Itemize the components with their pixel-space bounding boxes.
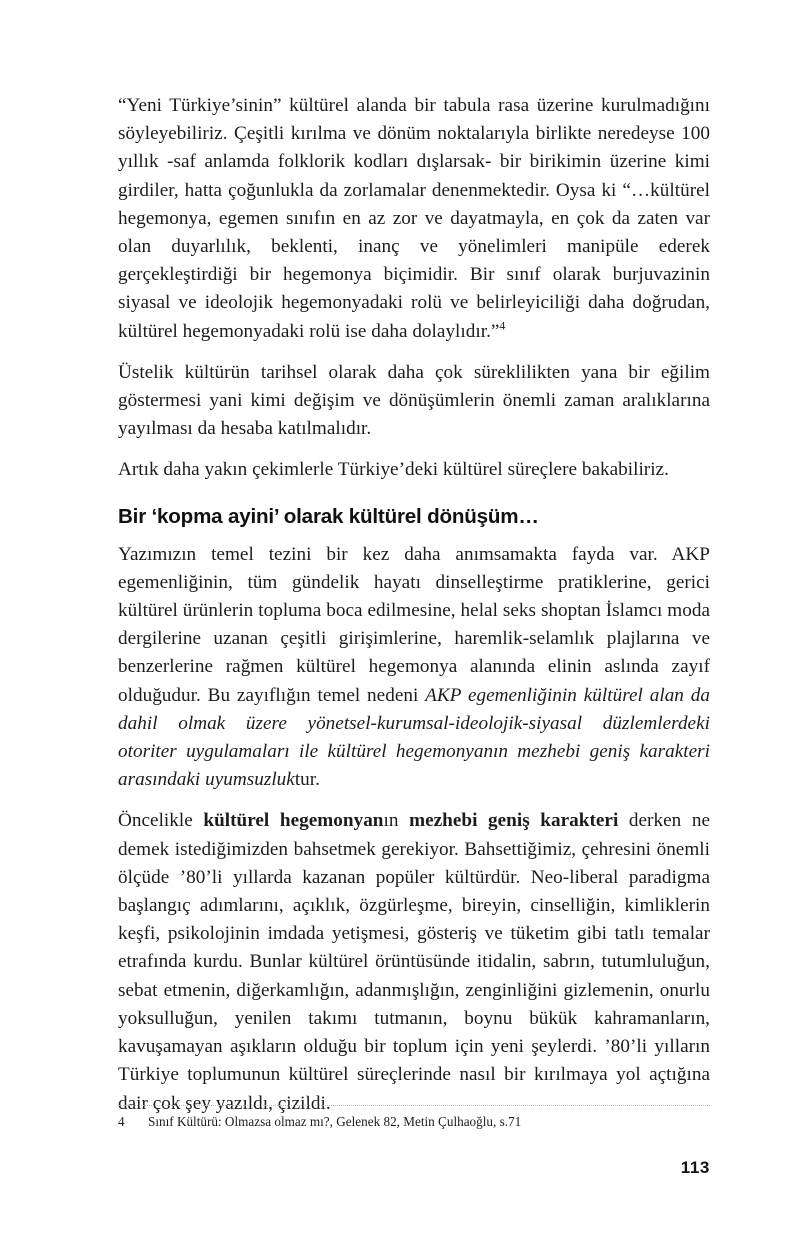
text-run: Üstelik kültürün tarihsel olarak daha çok süreklilikten yana bir eğilim göstermesi yani kimi değişim ve dönüşümlerin önemli zaman aralıklarına yayılması da hesaba katılmalıdır.	[118, 361, 710, 440]
footnote-area	[118, 1105, 710, 1131]
strong-run: kültürel hegemonyan	[203, 810, 384, 832]
paragraph-2	[118, 359, 710, 444]
footnote-separator	[118, 1105, 710, 1106]
emphasis-run: AKP egemenliğinin kültürel alan da dahil olmak üzere yönetsel-kurumsal-ideolojik-siyasal düzlemlerdeki otoriter uygulamaları ile kültürel hegemonyanın mezhebi geniş karakteri arasındaki uyumsuzluk	[118, 684, 710, 791]
paragraph-4	[118, 541, 710, 795]
paragraph-5	[118, 807, 710, 1117]
text-run: Öncelikle	[118, 810, 204, 832]
strong-run: mezhebi geniş karakteri	[409, 810, 619, 832]
text-run: “Yeni Türkiye’sinin” kültürel alanda bir tabula rasa üzerine kurulmadığını söyleyebiliriz. Çeşitli kırılma ve dönüm noktalarıyla birlikte neredeyse 100 yıllık -saf anlamda folklorik kodları dışlarsak- bir birikimin üzerine kimi girdiler, hatta çoğunlukla da zorlamalar denenmektedir. Oysa ki “…kültürel hegemonya, egemen sınıfın en az zor ve dayatmayla, en çok da zaten var olan duyarlılık, beklenti, inanç ve yönelimleri manipüle ederek gerçekleştirdiği bir hegemonya biçimidir. Bir sınıf olarak burjuvazinin siyasal ve ideolojik hegemonyadaki rolü ve belirleyiciliği daha doğrudan, kültürel hegemonyadaki rolü ise daha dolaylıdır.”	[118, 95, 710, 342]
footnote-text: Sınıf Kültürü: Olmazsa olmaz mı?, Gelenek 82, Metin Çulhaoğlu, s.71	[148, 1114, 522, 1129]
footnote-entry	[118, 1113, 710, 1131]
footnote-reference-marker: 4	[499, 318, 506, 333]
text-run: ın	[383, 810, 410, 832]
section-heading: Bir ‘kopma ayini’ olarak kültürel dönüşüm…	[118, 504, 539, 528]
text-run: derken ne demek istediğimizden bahsetmek gerekiyor. Bahsettiğimiz, çehresini önemli ölçüde ’80’li yıllarda kazanan popüler kültürdür. Neo-liberal paradigma başlangıç adımlarını, açıklık, özgürleşme, bireyin, cinselliğin, kimliklerin keşfi, psikolojinin imdada yetişmesi, gösteriş ve tüketim gibi tatlı temalar etrafında kurdu. Bunlar kültürel örüntüsünde itidalin, sabrın, tutumluluğun, sebat etmenin, diğerkamlığın, adanmışlığın, zenginliğini gizlemenin, onurlu yoksulluğun, yenilen takımı tutmanın, boynu bükük kahramanların, kavuşamayan aşıkların olduğu bir toplum için yeni şeylerdi. ’80’li yılların Türkiye toplumunun kültürel süreçlerinde nasıl bir kırılmaya yol açtığına dair çok şey yazıldı, çizildi.	[118, 810, 710, 1114]
text-run: tur.	[294, 769, 320, 791]
text-run: Yazımızın temel tezini bir kez daha anımsamakta fayda var. AKP egemenliğinin, tüm gündelik hayatı dinselleştirme pratiklerine, gerici kültürel ürünlerin topluma boca edilmesine, helal seks shoptan İslamcı moda dergilerine uzanan çeşitli girişimlerine, haremlik-selamlık plajlarına ve benzerlerine rağmen kültürel hegemonya alanında elinin aslında zayıf olduğudur. Bu zayıflığın temel nedeni	[118, 543, 710, 706]
text-column	[118, 92, 710, 1118]
paragraph-3	[118, 456, 710, 484]
paragraph-1	[118, 92, 710, 346]
page-number: 113	[680, 1158, 710, 1177]
footnote-number: 4	[118, 1114, 125, 1129]
text-run: Artık daha yakın çekimlerle Türkiye’deki kültürel süreçlere bakabiliriz.	[118, 459, 669, 481]
